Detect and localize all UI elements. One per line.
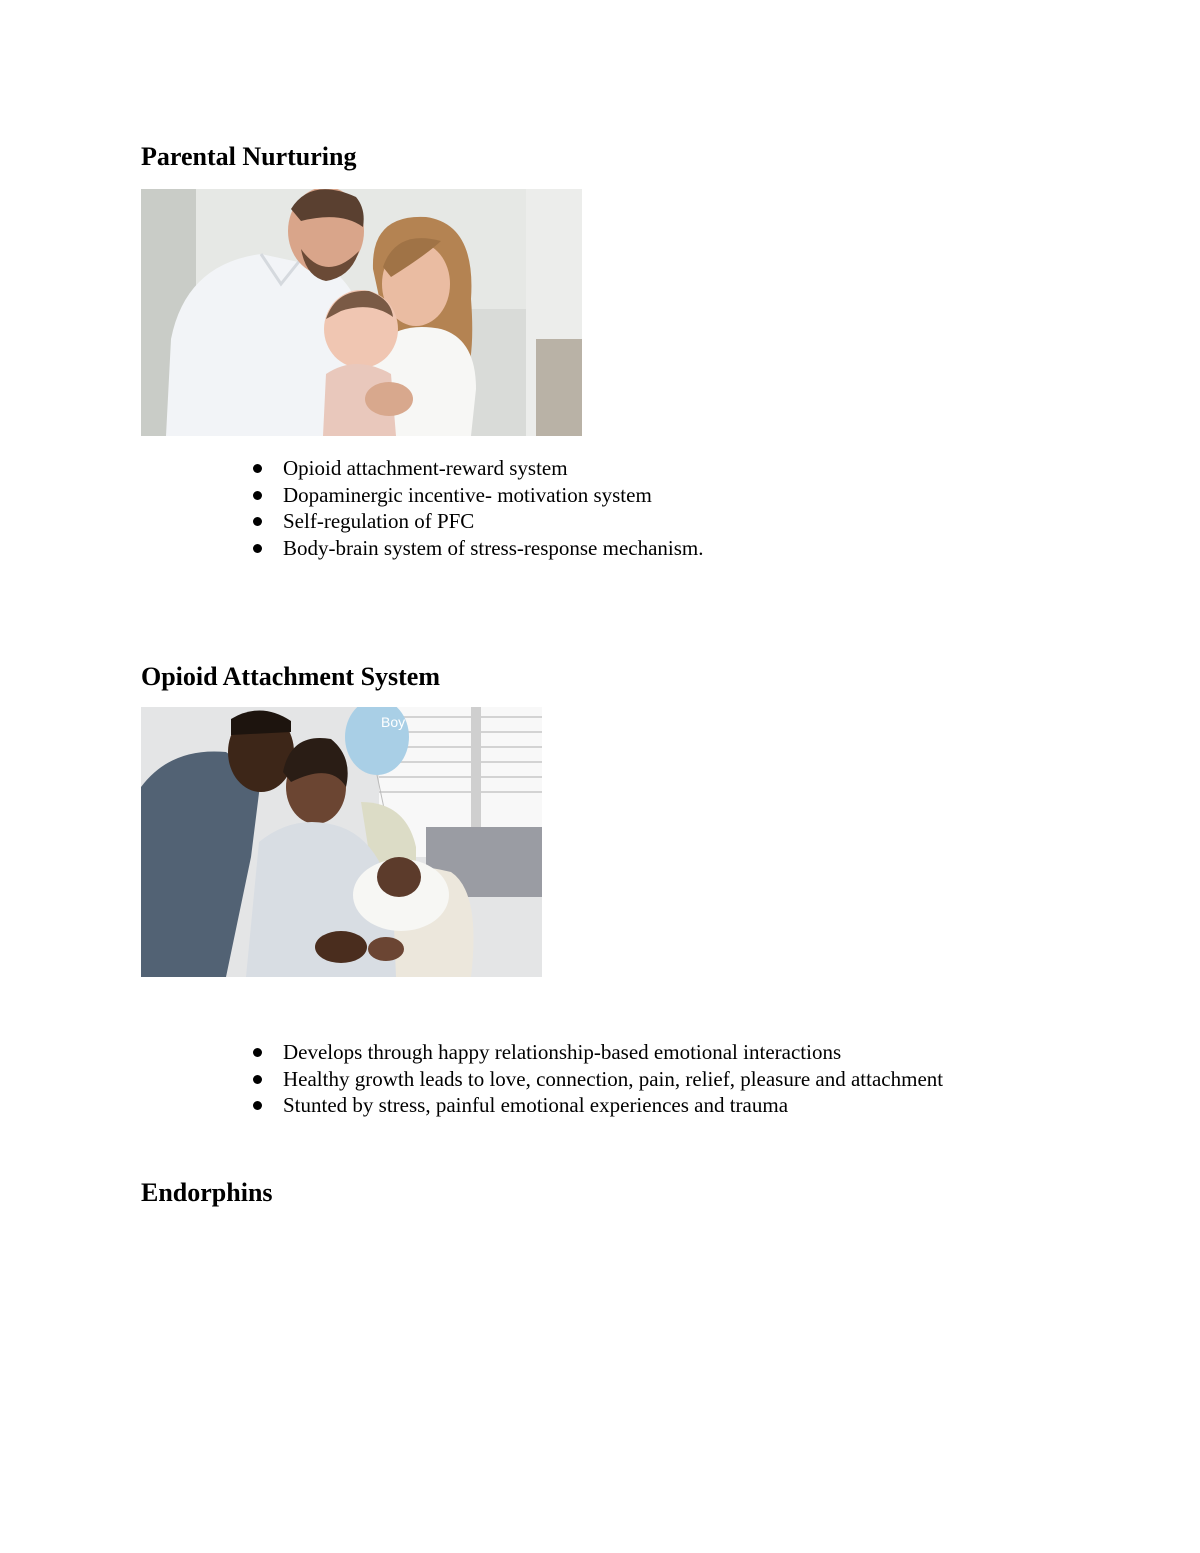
list-item: Dopaminergic incentive- motivation system bbox=[250, 482, 704, 509]
balloon-label: Boy bbox=[381, 714, 406, 730]
section-heading-endorphins: Endorphins bbox=[141, 1178, 273, 1207]
bullet-icon bbox=[253, 1048, 262, 1057]
bullet-icon bbox=[253, 1075, 262, 1084]
bullet-icon bbox=[253, 517, 262, 526]
list-item: Stunted by stress, painful emotional experiences and trauma bbox=[250, 1092, 943, 1119]
list-item: Body-brain system of stress-response mechanism. bbox=[250, 535, 704, 562]
section-heading-parental-nurturing: Parental Nurturing bbox=[141, 142, 357, 171]
bullet-icon bbox=[253, 1101, 262, 1110]
section-heading-opioid-attachment-system: Opioid Attachment System bbox=[141, 662, 440, 691]
list-item: Self-regulation of PFC bbox=[250, 508, 704, 535]
list-item: Develops through happy relationship-based emotional interactions bbox=[250, 1039, 943, 1066]
opioid-attachment-list bbox=[250, 1039, 943, 1119]
parental-nurturing-list bbox=[250, 455, 704, 561]
parents-with-baby-photo bbox=[141, 189, 582, 436]
bullet-icon bbox=[253, 544, 262, 553]
bullet-icon bbox=[253, 464, 262, 473]
parents-with-newborn-photo bbox=[141, 707, 542, 977]
list-item: Opioid attachment-reward system bbox=[250, 455, 704, 482]
list-item: Healthy growth leads to love, connection, pain, relief, pleasure and attachment bbox=[250, 1066, 943, 1093]
bullet-icon bbox=[253, 491, 262, 500]
